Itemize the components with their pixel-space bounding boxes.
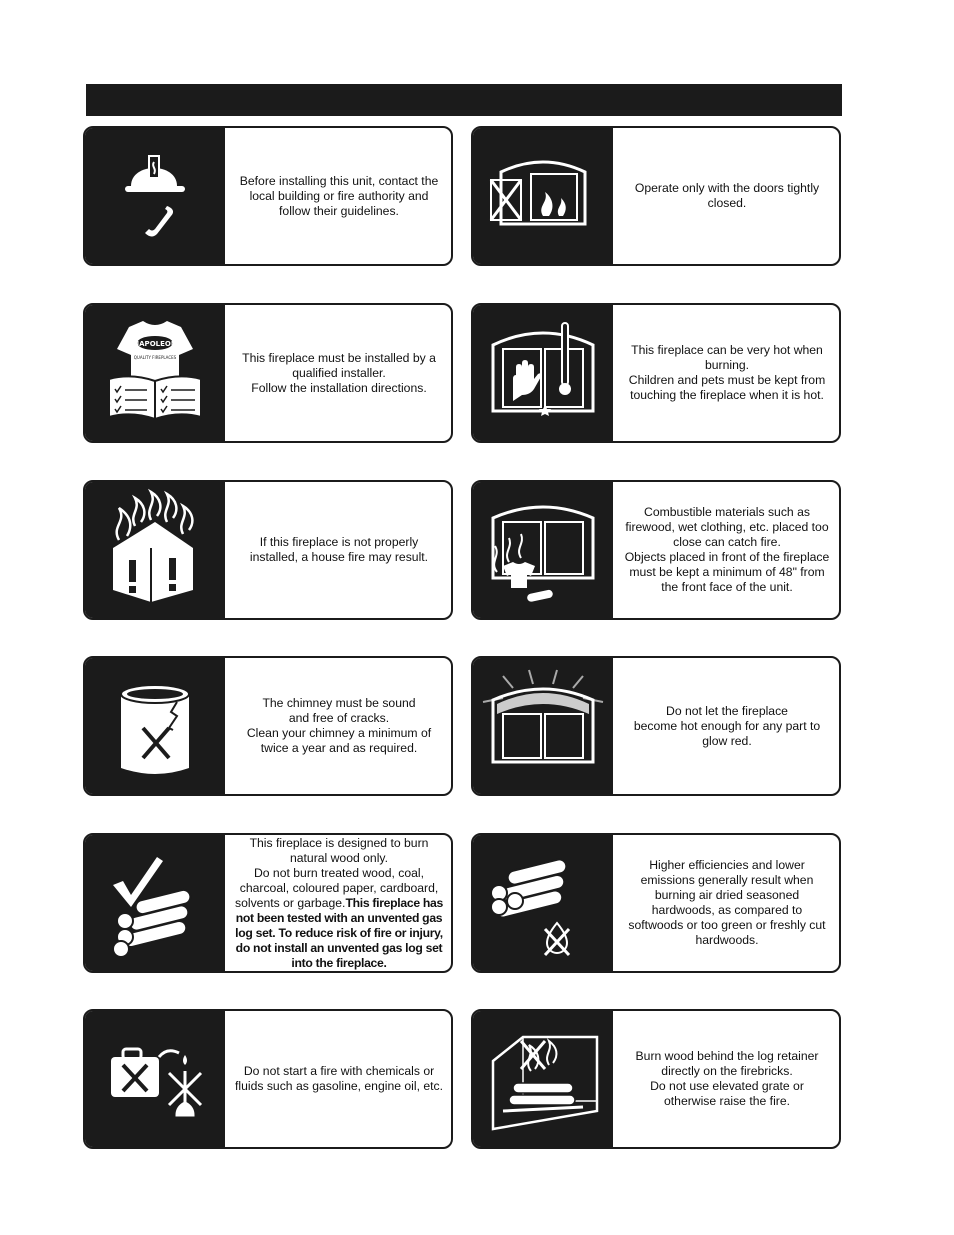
card-text-normal: solvents or garbage. <box>235 895 346 910</box>
card-text-line: become hot enough for any part to <box>633 718 821 733</box>
card-text-warning: log set. To reduce risk of fire or injury, <box>235 925 443 940</box>
card-text-line: and free of cracks. <box>288 711 390 725</box>
card-text-line: Do not burn treated wood, coal, <box>253 865 425 880</box>
card-text-line: glow red. <box>702 733 752 748</box>
card-text-line: follow their guidelines. <box>279 203 399 218</box>
card-text-line: close can catch fire. <box>673 535 781 549</box>
card-text-line: softwoods or too green or freshly cut <box>628 918 826 932</box>
safety-card-seasoned-hardwoods <box>471 833 841 973</box>
card-text-line: Do not start a fire with chemicals or <box>243 1064 435 1078</box>
card-text-line: Higher efficiencies and lower <box>649 858 805 872</box>
card-text-line: This fireplace must be installed by a <box>242 350 436 365</box>
card-text-line: The chimney must be sound <box>262 696 416 710</box>
glowing-red-fireplace-icon <box>473 658 613 794</box>
house-fire-warning-icon <box>85 482 225 618</box>
card-text-line: the front face of the unit. <box>661 580 793 594</box>
card-text-line: Operate only with the doors tightly <box>634 181 820 195</box>
card-text-line: twice a year and as required. <box>260 741 418 755</box>
hot-fireplace-hand-thermometer-icon <box>473 305 613 441</box>
card-text-line: burning air dried seasoned <box>654 888 800 902</box>
safety-card-combustible-materials <box>471 480 841 620</box>
card-text-line: Burn wood behind the log retainer <box>635 1049 819 1063</box>
logs-behind-retainer-icon <box>473 1011 613 1147</box>
card-text-line: firewood, wet clothing, etc. placed too <box>625 520 829 534</box>
card-text-warning: into the fireplace. <box>291 955 387 970</box>
seasoned-logs-no-moisture-icon <box>473 835 613 971</box>
napoleon-shirt-and-manual-icon <box>85 305 225 441</box>
card-text-line: installed, a house fire may result. <box>249 550 429 564</box>
safety-card-chimney <box>83 656 453 796</box>
fireplace-doors-open-crossed-icon <box>473 128 613 264</box>
card-text-line: hardwoods. <box>695 933 759 947</box>
card-text-line: emissions generally result when <box>640 873 814 887</box>
card-text-line: closed. <box>707 196 747 210</box>
card-text-warning: do not install an unvented gas log set <box>235 940 443 955</box>
card-text-line: This fireplace can be very hot when <box>631 343 823 357</box>
cracked-chimney-crossed-icon <box>85 658 225 794</box>
safety-card-log-retainer <box>471 1009 841 1149</box>
card-text-line: qualified installer. <box>292 365 386 380</box>
helmet-and-phone-icon <box>85 128 225 264</box>
checkmark-natural-wood-icon <box>85 835 225 971</box>
card-text-line: Do not use elevated grate or <box>650 1079 804 1093</box>
section-header-bar <box>86 84 842 116</box>
no-chemicals-gas-can-icon <box>85 1011 225 1147</box>
safety-card-doors-closed <box>471 126 841 266</box>
card-text-warning: This fireplace has <box>345 895 443 910</box>
card-text-line: This fireplace is designed to burn <box>249 835 429 850</box>
card-text-line: Children and pets must be kept from <box>628 373 826 387</box>
card-text-line: fluids such as gasoline, engine oil, etc. <box>235 1079 443 1093</box>
card-text-line: must be kept a minimum of 48" from <box>629 565 825 579</box>
card-text-line: Follow the installation directions. <box>251 380 427 395</box>
safety-card-contact-authority <box>83 126 453 266</box>
card-text-line: Clean your chimney a minimum of <box>246 726 432 740</box>
card-text-line: hardwoods, as compared to <box>651 903 803 917</box>
card-text-line: If this fireplace is not properly <box>259 535 419 549</box>
safety-card-hot-fireplace <box>471 303 841 443</box>
card-text-line: burning. <box>704 358 750 372</box>
card-text-line: local building or fire authority and <box>249 188 429 203</box>
card-text-line: charcoal, coloured paper, cardboard, <box>239 880 439 895</box>
card-text-line: natural wood only. <box>289 850 388 865</box>
card-text-line: Objects placed in front of the fireplace <box>624 550 830 564</box>
safety-card-no-chemicals <box>83 1009 453 1149</box>
safety-card-qualified-installer <box>83 303 453 443</box>
safety-card-glow-red <box>471 656 841 796</box>
card-text-line: Before installing this unit, contact the <box>239 173 439 188</box>
napoleon-logo-text: NAPOLEON <box>133 340 177 348</box>
card-text-line: otherwise raise the fire. <box>664 1094 790 1108</box>
card-text-line: directly on the firebricks. <box>661 1064 793 1078</box>
safety-card-house-fire <box>83 480 453 620</box>
card-text-line: touching the fireplace when it is hot. <box>630 388 824 402</box>
napoleon-logo-tagline: QUALITY FIREPLACES <box>133 355 177 360</box>
fireplace-clothing-firewood-icon <box>473 482 613 618</box>
safety-card-natural-wood <box>83 833 453 973</box>
card-text-line: Do not let the fireplace <box>666 703 788 718</box>
card-text-line: Combustible materials such as <box>644 505 810 519</box>
card-text-warning: not been tested with an unvented gas <box>235 910 443 925</box>
